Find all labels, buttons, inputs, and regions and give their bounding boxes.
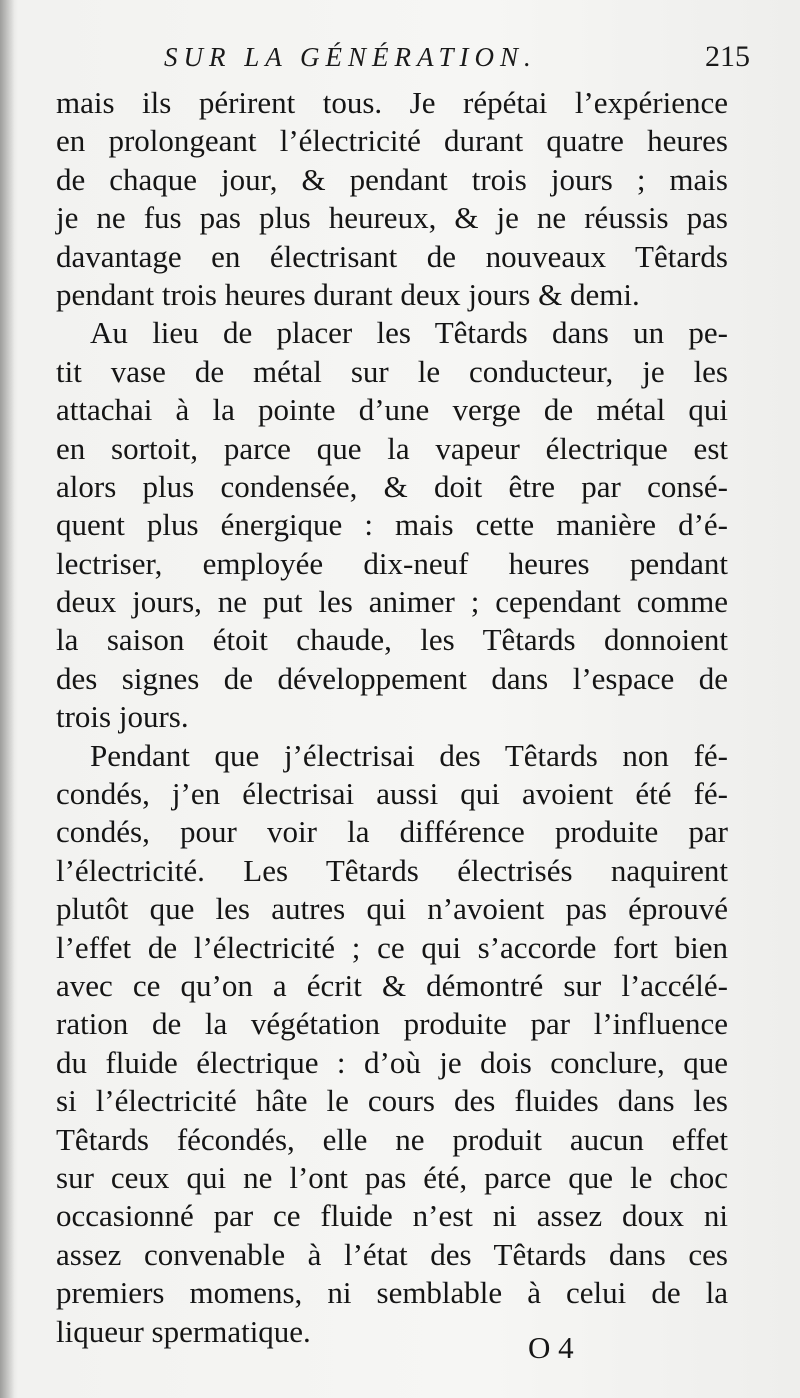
text-line: tit vase de métal sur le conducteur, je les	[56, 353, 728, 389]
text-line: si l’électricité hâte le cours des fluides dans les	[56, 1083, 728, 1119]
text-line: du fluide électrique : d’où je dois conclure, que	[56, 1044, 728, 1080]
text-line: condés, pour voir la différence produite par	[56, 814, 728, 850]
text-line: en prolongeant l’électricité durant quatre heures	[56, 123, 728, 159]
text-line: Têtards fécondés, elle ne produit aucun effet	[56, 1121, 728, 1157]
text-line: l’effet de l’électricité ; ce qui s’accorde fort bien	[56, 929, 728, 965]
text-line: premiers momens, ni semblable à celui de la	[56, 1275, 728, 1311]
text-line: des signes de développement dans l’espace de	[56, 660, 728, 696]
paragraph	[56, 84, 728, 314]
running-head: SUR LA GÉNÉRATION.	[164, 42, 537, 72]
paragraph	[56, 737, 728, 1351]
page-header	[56, 42, 760, 86]
text-line: attachai à la pointe d’une verge de métal qui	[56, 392, 728, 428]
text-line: je ne fus pas plus heureux, & je ne réussis pas	[56, 200, 728, 236]
body-text	[56, 84, 728, 1351]
text-line: Pendant que j’électrisai des Têtards non fé-	[90, 737, 728, 773]
text-line: liqueur spermatique.	[56, 1313, 311, 1349]
text-line: assez convenable à l’état des Têtards dans ces	[56, 1236, 728, 1272]
text-line: de chaque jour, & pendant trois jours ; mais	[56, 161, 728, 197]
text-line: lectriser, employée dix-neuf heures pendant	[56, 545, 728, 581]
text-line: condés, j’en électrisai aussi qui avoient été fé-	[56, 776, 728, 812]
text-line: trois jours.	[56, 699, 189, 735]
text-line: quent plus énergique : mais cette manière d’é-	[56, 507, 728, 543]
text-line: sur ceux qui ne l’ont pas été, parce que le choc	[56, 1159, 728, 1195]
text-line: en sortoit, parce que la vapeur électrique est	[56, 430, 728, 466]
text-line: plutôt que les autres qui n’avoient pas éprouvé	[56, 891, 728, 927]
paragraph	[56, 314, 728, 736]
text-line: alors plus condensée, & doit être par consé-	[56, 468, 728, 504]
signature-mark: O 4	[528, 1330, 574, 1365]
text-line: mais ils périrent tous. Je répétai l’expérience	[56, 85, 728, 120]
text-line: deux jours, ne put les animer ; cependant comme	[56, 584, 728, 620]
text-line: occasionné par ce fluide n’est ni assez doux ni	[56, 1198, 728, 1234]
text-line: pendant trois heures durant deux jours & demi.	[56, 276, 640, 312]
text-line: Au lieu de placer les Têtards dans un pe-	[90, 315, 728, 351]
text-line: davantage en électrisant de nouveaux Têtards	[56, 238, 728, 274]
page-number: 215	[705, 40, 750, 73]
text-line: ration de la végétation produite par l’influence	[56, 1006, 728, 1042]
gutter-shadow	[0, 0, 14, 1398]
text-line: avec ce qu’on a écrit & démontré sur l’accélé-	[56, 967, 728, 1003]
text-line: l’électricité. Les Têtards électrisés naquirent	[56, 852, 728, 888]
text-line: la saison étoit chaude, les Têtards donnoient	[56, 622, 728, 658]
